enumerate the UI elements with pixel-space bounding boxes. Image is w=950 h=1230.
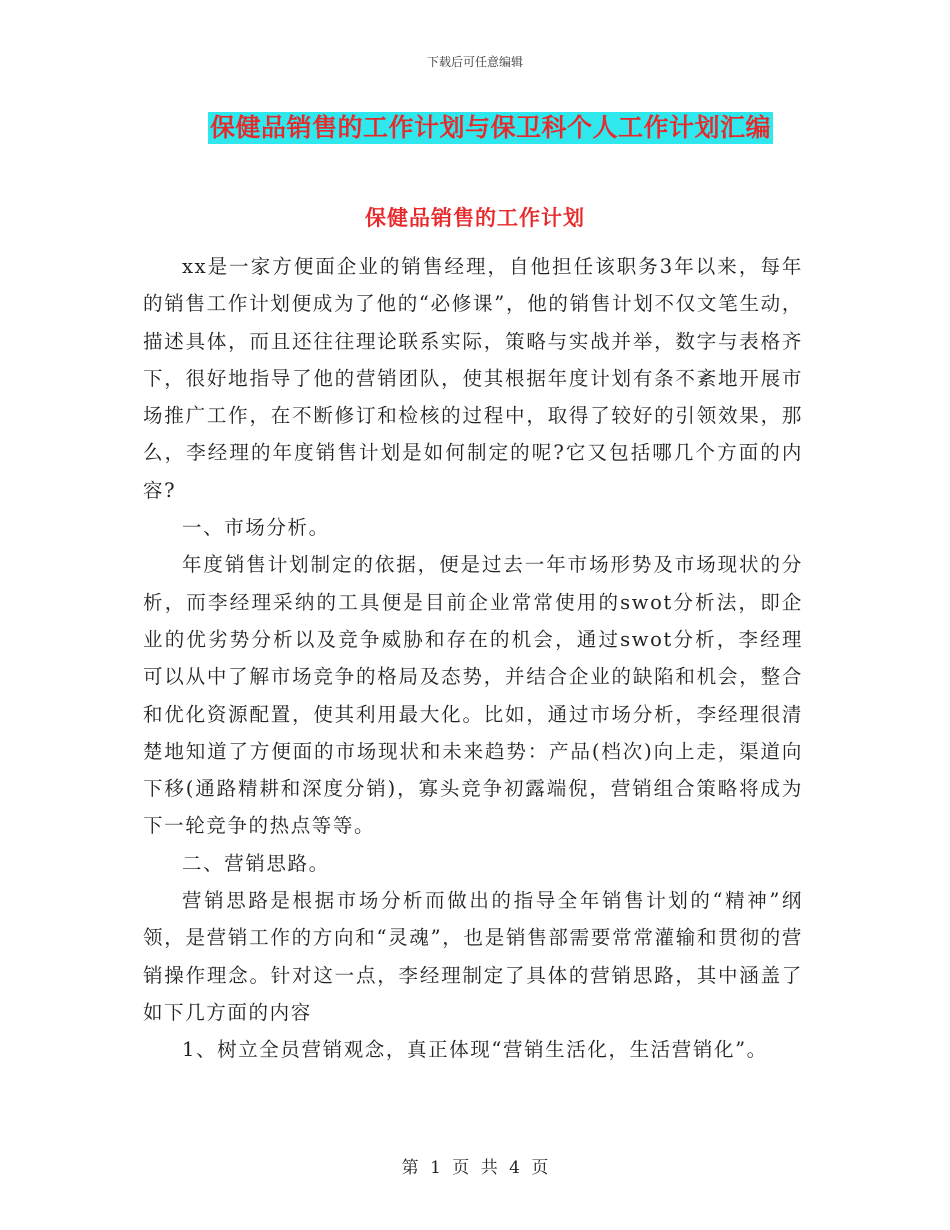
header-note: 下载后可任意编辑 <box>426 55 523 69</box>
document-body <box>143 248 803 1069</box>
heading-marketing-ideas: 二、营销思路。 <box>182 851 330 875</box>
paragraph-marketing-ideas: 营销思路是根据市场分析而做出的指导全年销售计划的“精神”纲领，是营销工作的方向和“灵魂”，也是销售部需要常常灌输和贯彻的营销操作理念。针对这一点，李经理制定了具体的营销思路，其中涵盖了如下几方面的内容 <box>143 889 803 1024</box>
paragraph-market-analysis: 年度销售计划制定的依据，便是过去一年市场形势及市场现状的分析，而李经理采纳的工具便是目前企业常常使用的swot分析法，即企业的优劣势分析以及竞争威胁和存在的机会，通过swot分析，李经理可以从中了解市场竞争的格局及态势，并结合企业的缺陷和机会，整合和优化资源配置，使其利用最大化。比如，通过市场分析，李经理很清楚地知道了方便面的市场现状和未来趋势：产品(档次)向上走，渠道向下移(通路精耕和深度分销)，寡头竞争初露端倪，营销组合策略将成为下一轮竞争的热点等等。 <box>143 553 803 838</box>
page-footer: 第 1 页 共 4 页 <box>401 1158 549 1178</box>
section-title: 保健品销售的工作计划 <box>365 205 585 230</box>
heading-market-analysis: 一、市场分析。 <box>182 516 330 540</box>
document-title: 保健品销售的工作计划与保卫科个人工作计划汇编 <box>210 113 772 142</box>
paragraph-point-1: 1、树立全员营销观念，真正体现“营销生活化，生活营销化”。 <box>182 1038 768 1062</box>
paragraph-intro: xx是一家方便面企业的销售经理，自他担任该职务3年以来，每年的销售工作计划便成为了他的“必修课”，他的销售计划不仅文笔生动，描述具体，而且还往往理论联系实际，策略与实战并举，数字与表格齐下，很好地指导了他的营销团队，使其根据年度计划有条不紊地开展市场推广工作，在不断修订和检核的过程中，取得了较好的引领效果，那么，李经理的年度销售计划是如何制定的呢?它又包括哪几个方面的内容? <box>143 255 803 502</box>
